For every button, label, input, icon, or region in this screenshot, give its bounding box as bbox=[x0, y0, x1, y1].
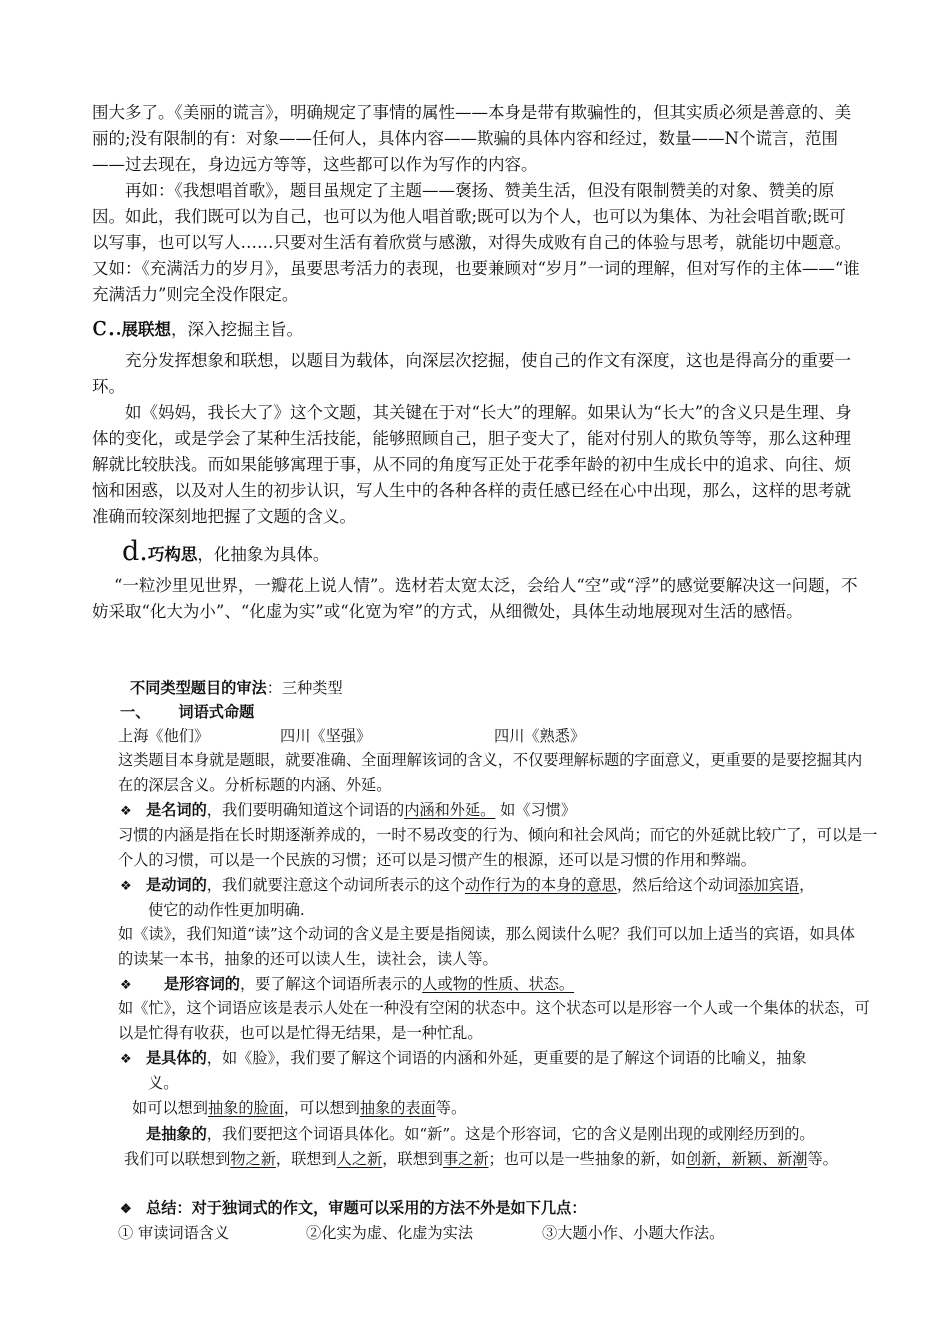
verb-line-2: 使它的动作性更加明确. bbox=[148, 901, 305, 919]
abstract-underlined-3: 事之新 bbox=[442, 1150, 489, 1168]
method-2: ②化实为虚、化虚为实法 bbox=[306, 1224, 474, 1242]
concrete-example-text-2: ，可以想到 bbox=[283, 1099, 360, 1117]
section-one-title: 词语式命题 bbox=[178, 703, 255, 721]
abstract-text-a: 我们可以联想到 bbox=[124, 1150, 231, 1168]
paragraph-beautiful-lie: 围大多了。《美丽的谎言》，明确规定了事情的属性——本身是带有欺骗性的，但其实质必须是善意的、美丽的;没有限制的有：对象——任何人，具体内容——欺骗的具体内容和经过，数量——N个谎言，范围——过去现在，身边远方等等，这些都可以作为写作的内容。 bbox=[92, 103, 851, 174]
examples-row bbox=[118, 724, 585, 749]
section-c-subtitle: ，深入挖掘主旨。 bbox=[170, 320, 303, 339]
types-heading-rest: ：三种类型 bbox=[266, 679, 343, 697]
section-one-number: 一、 bbox=[120, 703, 151, 721]
noun-example: 如《习惯》 bbox=[495, 801, 577, 819]
verb-description: 如《读》，我们知道“读”这个动词的含义是主要是指阅读，那么阅读什么呢？我们可以加上适当的宾语，如具体的读某一本书，抽象的还可以读人生，读社会，读人等。 bbox=[118, 925, 855, 968]
adjective-underlined: 人或物的性质、状态。 bbox=[422, 975, 575, 993]
verb-bullet bbox=[120, 873, 814, 899]
paragraph-imagination: 充分发挥想象和联想，以题目为载体，向深层次挖掘，使自己的作文有深度，这也是得高分的重要一环。 bbox=[92, 351, 851, 396]
example-shanghai: 上海《他们》 bbox=[118, 727, 210, 745]
example-sichuan-2: 四川《熟悉》 bbox=[494, 727, 586, 745]
bullet-icon: ❖ bbox=[120, 804, 132, 819]
section-letter-d: d. bbox=[122, 536, 148, 567]
bullet-icon: ❖ bbox=[120, 1202, 132, 1217]
section-d-title: 巧构思 bbox=[147, 545, 198, 564]
verb-text-1: ，我们就要注意这个动词所表示的这个 bbox=[206, 876, 465, 894]
abstract-text-d: ；也可以是一些抽象的新，如 bbox=[488, 1150, 686, 1168]
abstract-text: ，我们要把这个词语具体化。如“新”。这是个形容词，它的含义是刚出现的或刚经历到的。 bbox=[206, 1125, 815, 1143]
verb-bold: 是动词的 bbox=[146, 876, 207, 894]
concrete-example-underlined-2: 抽象的表面 bbox=[359, 1099, 436, 1117]
concrete-example-text-3: 等。 bbox=[435, 1099, 467, 1117]
bullet-icon: ❖ bbox=[120, 978, 132, 993]
abstract-underlined-4: 创新，新颖、新潮 bbox=[685, 1150, 808, 1168]
concrete-bold: 是具体的 bbox=[146, 1049, 207, 1067]
noun-description: 习惯的内涵是指在长时期逐渐养成的，一时不易改变的行为、倾向和社会风尚；而它的外延就比较广了，可以是一个人的习惯，可以是一个民族的习惯；还可以是习惯产生的根源，还可以是习惯的作用和弊端。 bbox=[118, 826, 878, 869]
noun-text: ，我们要明确知道这个词语的 bbox=[206, 801, 405, 819]
adjective-description: 如《忙》，这个词语应该是表示人处在一种没有空闲的状态中。这个状态可以是形容一个人或一个集体的状态，可以是忙得有收获，也可以是忙得无结果，是一种忙乱。 bbox=[118, 999, 870, 1042]
heading-section-c bbox=[92, 311, 862, 343]
word-type-description: 这类题目本身就是题眼，就要准确、全面理解该词的含义，不仅要理解标题的字面意义，更重要的是要挖掘其内在的深层含义。分析标题的内涵、外延。 bbox=[118, 751, 863, 794]
summary-title: 总结：对于独词式的作文，审题可以采用的方法不外是如下几点： bbox=[146, 1199, 587, 1217]
concrete-examples bbox=[132, 1096, 466, 1121]
method-3: ③大题小作、小题大作法。 bbox=[542, 1224, 725, 1242]
abstract-underlined-2: 人之新 bbox=[336, 1150, 383, 1168]
method-1: ① 审读词语含义 bbox=[118, 1224, 230, 1242]
bullet-icon: ❖ bbox=[120, 879, 132, 894]
paragraph-grown-up: 如《妈妈，我长大了》这个文题，其关键在于对“长大”的理解。如果认为“长大”的含义只是生理、身体的变化，或是学会了某种生活技能，能够照顾自己，胆子变大了，能对付别人的欺负等等，那么这种理解就比较肤浅。而如果能够寓理于事，从不同的角度写正处于花季年龄的初中生成长中的追求、向往、烦恼和困惑，以及对人生的初步认识，写人生中的各种各样的责任感已经在心中出现，那么，这样的思考就准确而较深刻地把握了文题的含义。 bbox=[92, 403, 852, 526]
section-c-title: .展联想 bbox=[115, 320, 171, 339]
abstract-text-c: ，联想到 bbox=[382, 1150, 443, 1168]
verb-text-3: ， bbox=[799, 876, 815, 894]
paragraph-sing-a-song: 再如：《我想唱首歌》，题目虽规定了主题——褒扬、赞美生活，但没有限制赞美的对象、赞美的原因。如此，我们既可以为自己，也可以为他人唱首歌;既可以为个人，也可以为集体、为社会唱首歌;既可以写事，也可以写人……只要对生活有着欣赏与感激，对得失成败有自己的体验与思考，就能切中题意。又如：《充满活力的岁月》，虽要思考活力的表现，也要兼顾对“岁月”一词的理解，但对写作的主体——“谁充满活力”则完全没作限定。 bbox=[92, 181, 860, 304]
abstract-underlined-1: 物之新 bbox=[230, 1150, 276, 1168]
section-d-subtitle: ，化抽象为具体。 bbox=[197, 545, 330, 564]
types-heading bbox=[130, 676, 900, 701]
example-sichuan-1: 四川《坚强》 bbox=[280, 727, 372, 745]
adjective-bullet bbox=[120, 972, 574, 998]
summary-heading bbox=[120, 1196, 586, 1222]
paragraph-sand-world: “一粒沙里见世界，一瓣花上说人情”。选材若太宽太泛，会给人“空”或“浮”的感觉要解决这一问题，不妨采取“化大为小”、“化虚为实”或“化宽为窄”的方式，从细微处，具体生动地展现对生活的感悟。 bbox=[92, 576, 858, 621]
abstract-text-e: 等。 bbox=[807, 1150, 838, 1168]
abstract-line-2 bbox=[124, 1147, 838, 1172]
abstract-bold: 是抽象的 bbox=[146, 1125, 207, 1143]
heading-section-d bbox=[92, 536, 862, 568]
concrete-text: ，如《脸》，我们要了解这个词语的内涵和外延，更重要的是了解这个词语的比喻义，抽象 bbox=[206, 1049, 807, 1067]
noun-bold: 是名词的 bbox=[146, 801, 207, 819]
concrete-line-2: 义。 bbox=[148, 1074, 179, 1092]
verb-underlined-2: 添加宾语 bbox=[738, 876, 800, 894]
section-letter-c: c. bbox=[92, 311, 116, 342]
section-one-heading bbox=[120, 700, 254, 725]
concrete-example-text-1: 如可以想到 bbox=[132, 1099, 208, 1117]
abstract-line-1 bbox=[146, 1122, 815, 1147]
abstract-text-b: ，联想到 bbox=[275, 1150, 337, 1168]
noun-underlined: 内涵和外延。 bbox=[404, 801, 496, 819]
types-heading-bold: 不同类型题目的审法 bbox=[130, 679, 267, 697]
verb-underlined-1: 动作行为的本身的意思 bbox=[464, 876, 617, 894]
adjective-text: ，要了解这个词语所表示的 bbox=[239, 975, 423, 993]
concrete-example-underlined-1: 抽象的脸面 bbox=[207, 1099, 284, 1117]
bullet-icon: ❖ bbox=[120, 1052, 132, 1067]
summary-methods bbox=[118, 1221, 724, 1246]
concrete-bullet bbox=[120, 1046, 807, 1072]
verb-text-2: ，然后给这个动词 bbox=[616, 876, 739, 894]
noun-bullet bbox=[120, 798, 576, 824]
adjective-bold: 是形容词的 bbox=[164, 975, 240, 993]
